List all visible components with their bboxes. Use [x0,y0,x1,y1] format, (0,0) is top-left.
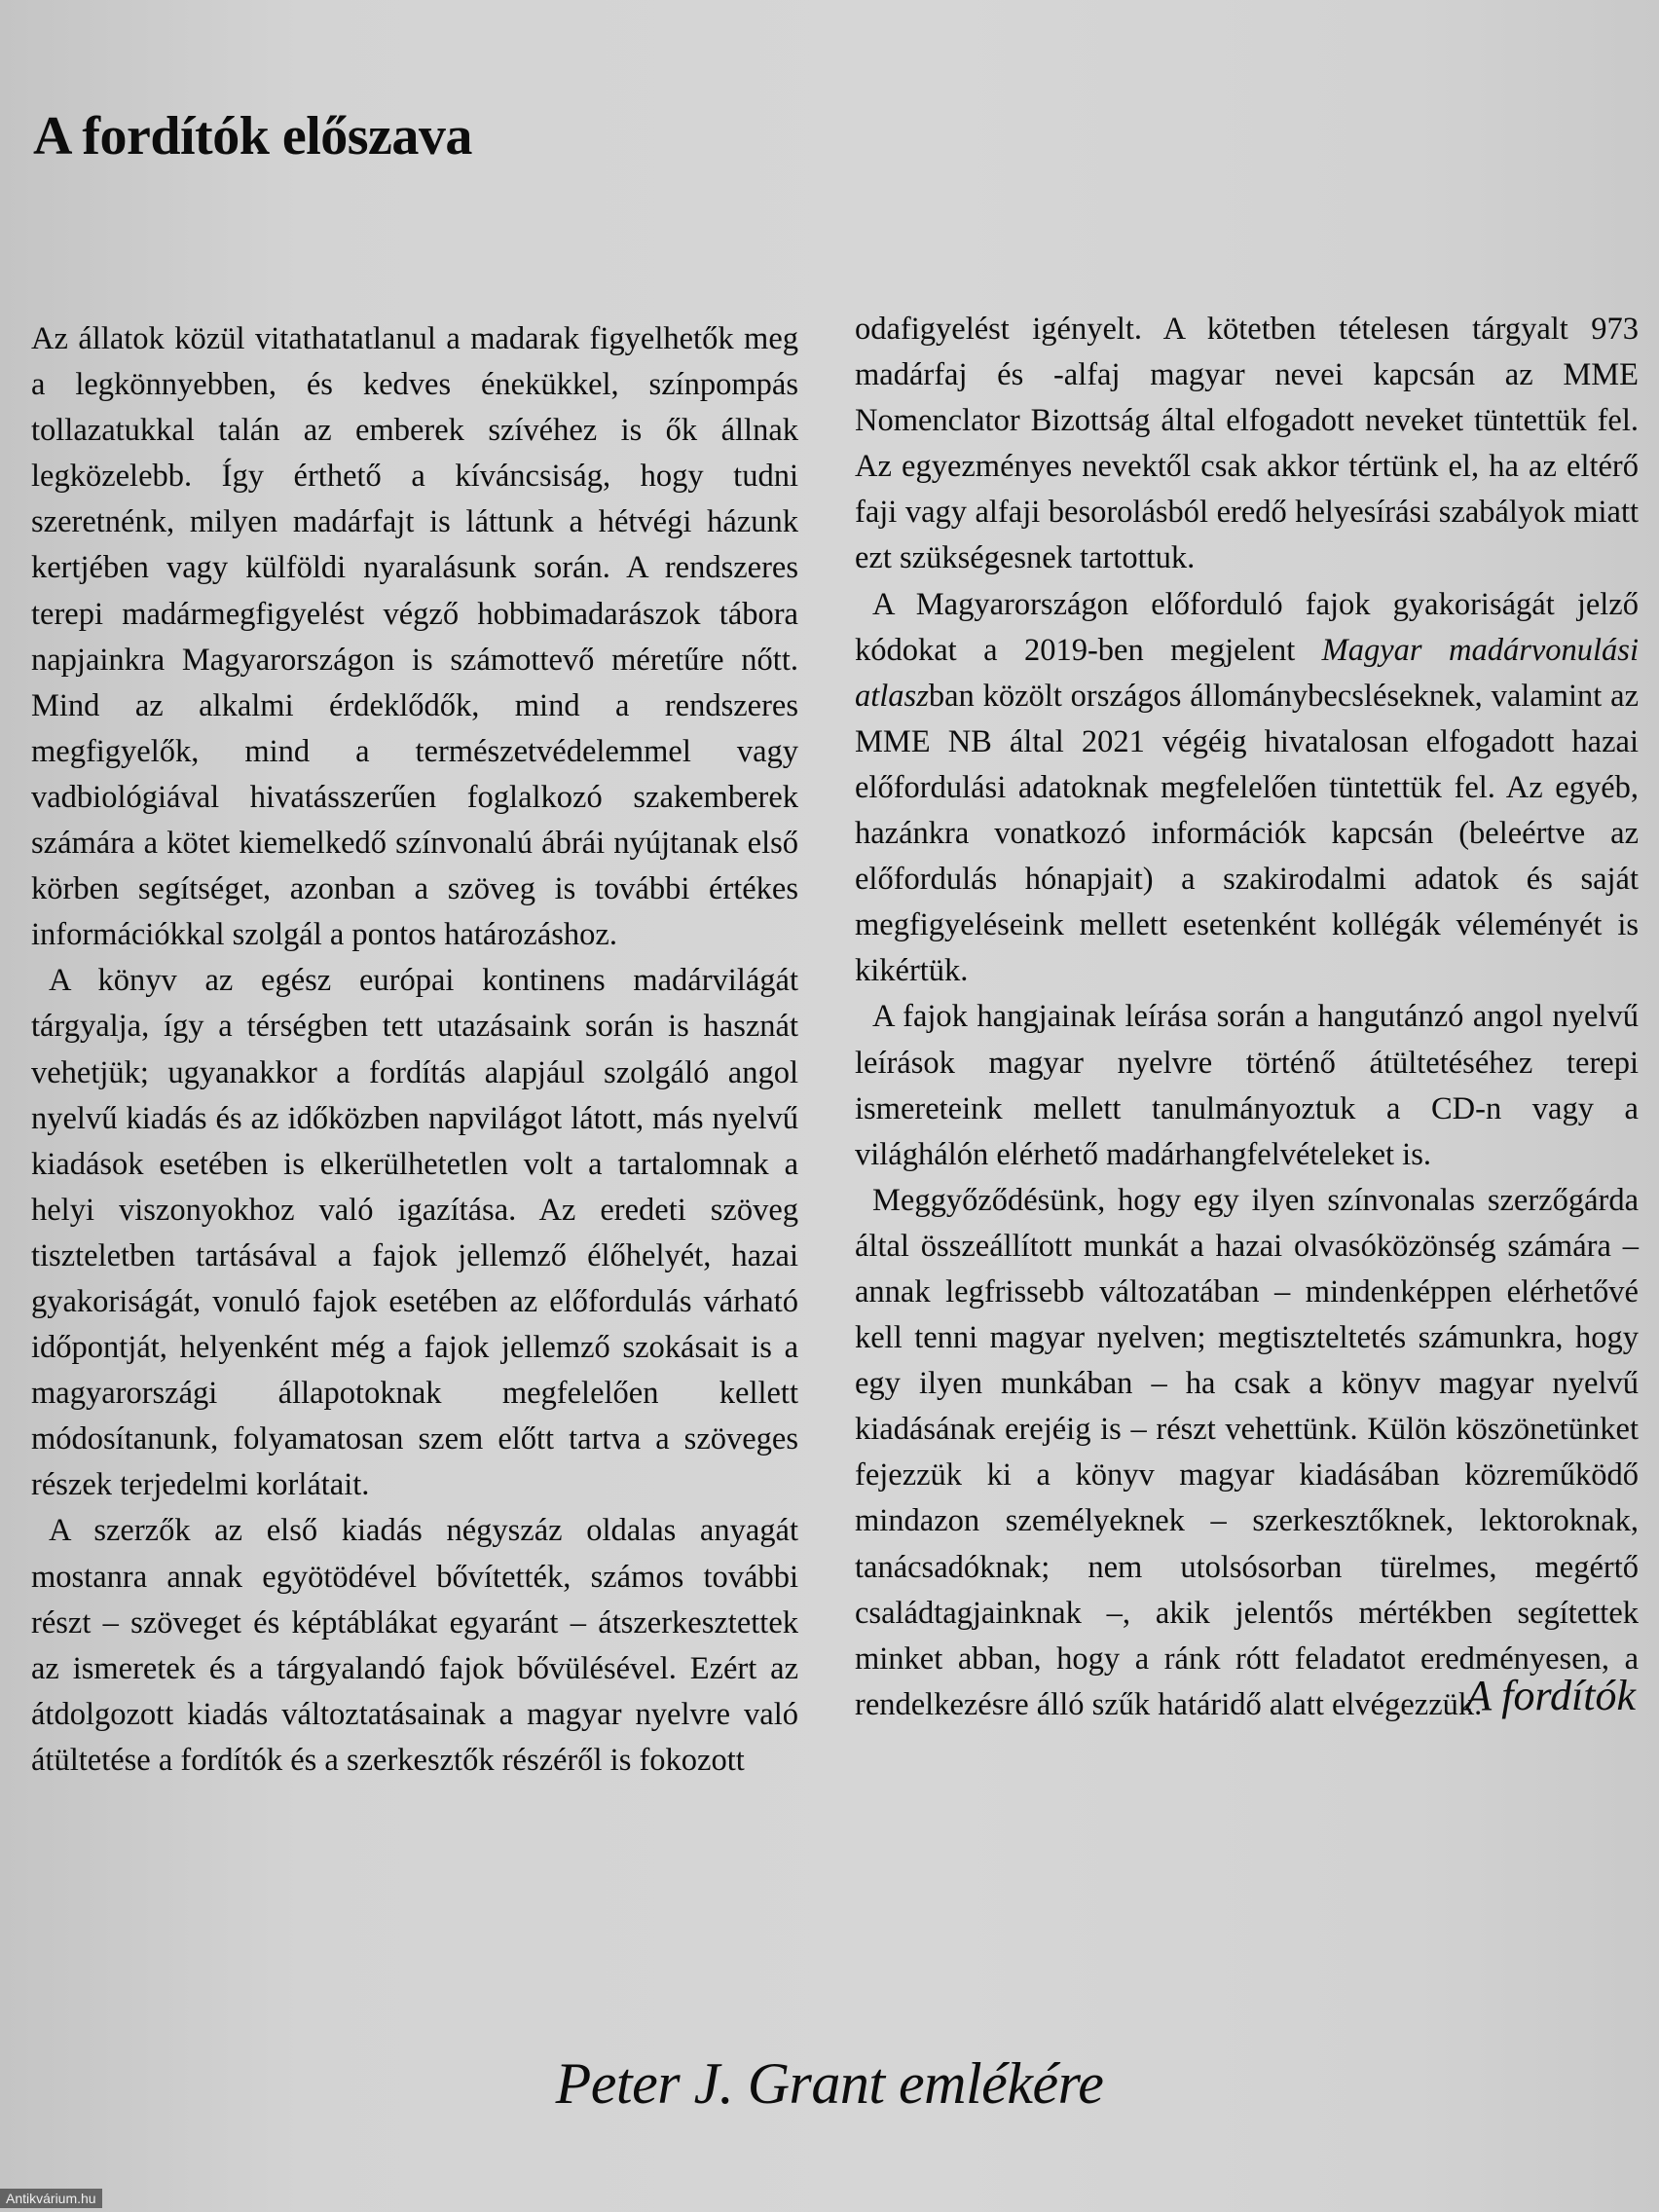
paragraph: A fajok hangjainak leírása során a hangutánzó angol nyelvű leírások magyar nyelvre történő átültetéséhez terepi ismereteink mellett tanulmányoztuk a CD-n vagy a világhálón elérhető madárhangfelvételeket is. [855,999,1639,1172]
right-text-column [855,307,1639,1728]
signature: A fordítók [1465,1672,1636,1719]
paragraph: odafigyelést igényelt. A kötetben tételesen tárgyalt 973 madárfaj és -alfaj magyar nevei kapcsán az MME Nomenclator Bizottság által elfogadott neveket tüntettük fel. Az egyezményes nevektől csak akkor tértünk el, ha az eltérő faji vagy alfaji besorolásból eredő helyesírási szabályok miatt ezt szükségesnek tartottuk. [855,312,1639,576]
paragraph: Az állatok közül vitathatatlanul a madarak figyelhetők meg a legkönnyebben, és kedves énekükkel, színpompás tollazatukkal talán az emberek szívéhez is ők állnak legközelebb. Így érthető a kíváncsiság, hogy tudni szeretnénk, milyen madárfajt is láttunk a hétvégi házunk kertjében vagy külföldi nyaralásunk során. A rendszeres terepi madármegfigyelést végző hobbimadarászok tábora napjainkra Magyarországon is számottevő méretűre nőtt. Mind az alkalmi érdeklődők, mind a rendszeres megfigyelők, mind a természetvédelemmel vagy vadbiológiával hivatásszerűen foglalkozó szakemberek számára a kötet kiemelkedő színvonalú ábrái nyújtanak első körben segítséget, azonban a szöveg is további értékes információkkal szolgál a pontos határozáshoz. [31,321,798,953]
paragraph: Meggyőződésünk, hogy egy ilyen színvonalas szerzőgárda által összeállított munkát a hazai olvasóközönség számára – annak legfrissebb változatában – mindenképpen elérhetővé kell tenni magyar nyelven; megtiszteltetés számunkra, hogy egy ilyen munkában – ha csak a könyv magyar nyelvű kiadásának erejéig is – részt vehettünk. Külön köszönetünket fejezzük ki a könyv magyar kiadásában közreműködő mindazon személyeknek – szerkesztőknek, lektoroknak, tanácsadóknak; nem utolsósorban türelmes, megértő családtagjainknak –, akik jelentős mértékben segítettek minket abban, hogy a ránk rótt feladatot eredményesen, a rendelkezésre álló szűk határidő alatt elvégezzük. [855,1182,1639,1722]
dedication: Peter J. Grant emlékére [555,2051,1104,2116]
left-text-column [31,316,798,1784]
paragraph-text: A Magyarországon előforduló fajok gyakoriságát jelző kódokat a 2019-ben megjelent [855,586,1639,668]
page-title: A fordítók előszava [33,106,472,166]
paragraph: A szerzők az első kiadás négyszáz oldalas anyagát mostanra annak egyötödével bővítették, számos további részt – szöveget és képtáblákat egyaránt – átszerkesztettek az ismeretek és a tárgyalandó fajok bővülésével. Ezért az átdolgozott kiadás változtatásainak a magyar nyelvre való átültetése a fordítók és a szerkesztők részéről is fokozott [31,1513,798,1778]
watermark: Antikvárium.hu [0,2189,102,2208]
paragraph [855,582,1639,995]
paragraph-text: ban közölt országos állománybecsléseknek, valamint az MME NB által 2021 végéig hivatalosan elfogadott hazai előfordulási adatoknak megfelelően tüntettük fel. Az egyéb, hazánkra vonatkozó információk kapcsán (beleértve az előfordulás hónapjait) a szakirodalmi adatok és saját megfigyeléseink mellett esetenként kollégák véleményét is kikértük. [855,678,1639,989]
book-title-italic: Magyar madárvonulási atlasz [855,632,1639,714]
paragraph: A könyv az egész európai kontinens madárvilágát tárgyalja, így a térségben tett utazásaink során is hasznát vehetjük; ugyanakkor a fordítás alapjául szolgáló angol nyelvű kiadás és az időközben napvilágot látott, más nyelvű kiadások esetében is elkerülhetetlen volt a tartalomnak a helyi viszonyokhoz való igazítása. Az eredeti szöveg tiszteletben tartásával a fajok jellemző élőhelyét, hazai gyakoriságát, vonuló fajok esetében az előfordulás várható időpontját, helyenként még a fajok jellemző szokásait is a magyarországi állapotoknak megfelelően kellett módosítanunk, folyamatosan szem előtt tartva a szöveges részek terjedelmi korlátait. [31,963,798,1503]
